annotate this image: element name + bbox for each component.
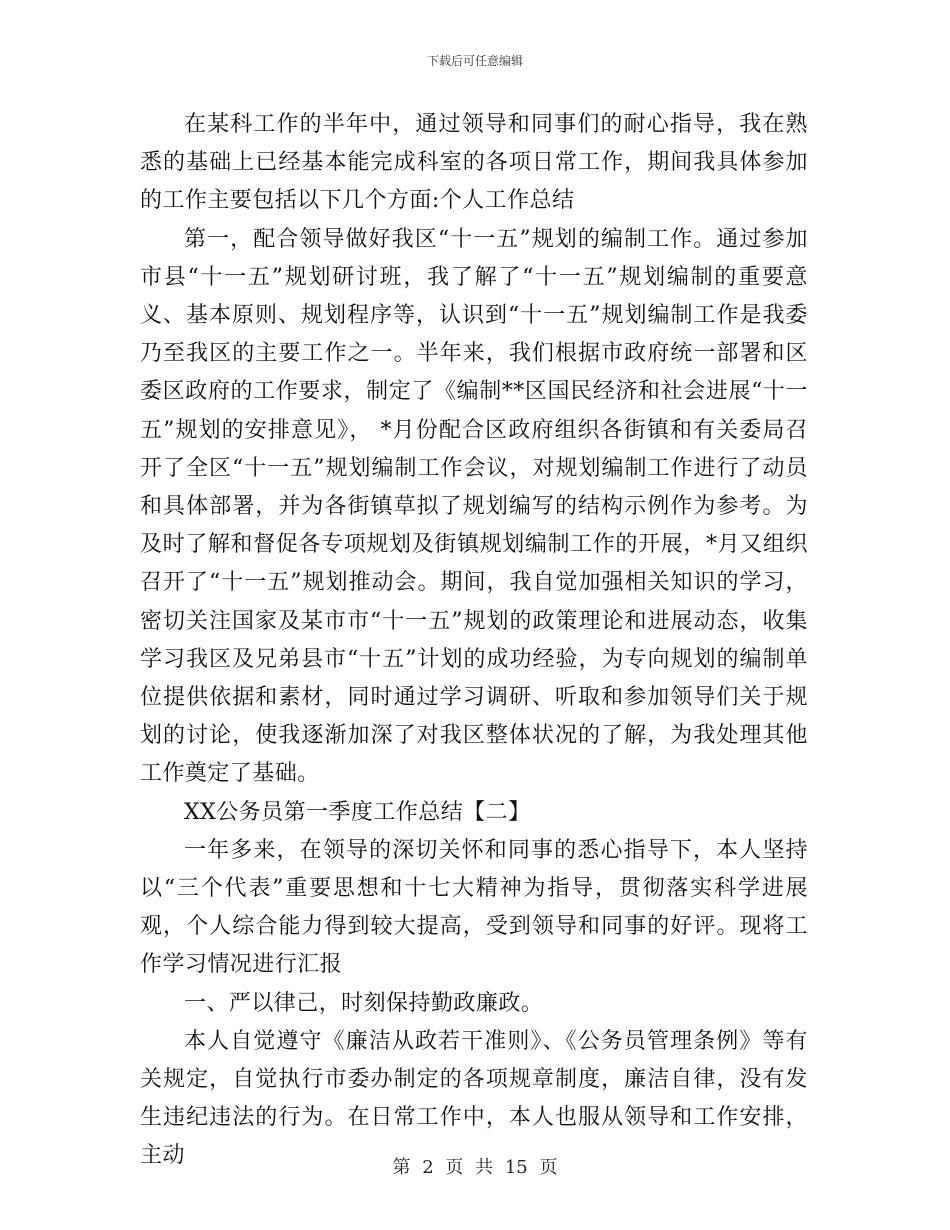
page-header: 下载后可任意编辑 bbox=[426, 54, 523, 68]
page-number: 第 2 页 共 15 页 bbox=[392, 1157, 558, 1178]
paragraph-subheading: 一、严以律己，时刻保持勤政廉政。 bbox=[184, 990, 544, 1016]
paragraph-intro: 在某科工作的半年中，通过领导和同事们的耐心指导，我在熟悉的基础上已经基本能完成科室的各项日常工作，期间我具体参加的工作主要包括以下几个方面:个人工作总结 bbox=[140, 112, 808, 214]
document-body bbox=[140, 106, 808, 1176]
paragraph-planning: 第一，配合领导做好我区“十一五”规划的编制工作。通过参加市县“十一五”规划研讨班，我了解了“十一五”规划编制的重要意义、基本原则、规划程序等，认识到“十一五”规划编制工作是我委乃至我区的主要工作之一。半年来，我们根据市政府统一部署和区委区政府的工作要求，制定了《编制**区国民经济和社会进展“十一五”规划的安排意见》， *月份配合区政府组织各街镇和有关委局召开了全区“十一五”规划编制工作会议，对规划编制工作进行了动员和具体部署，并为各街镇草拟了规划编写的结构示例作为参考。为及时了解和督促各专项规划及街镇规划编制工作的开展，*月又组织召开了“十一五”规划推动会。期间，我自觉加强相关知识的学习，密切关注国家及某市市“十一五”规划的政策理论和进展动态，收集学习我区及兄弟县市“十五”计划的成功经验，为专向规划的编制单位提供依据和素材，同时通过学习调研、听取和参加领导们关于规划的讨论，使我逐渐加深了对我区整体状况的了解，为我处理其他工作奠定了基础。 bbox=[140, 226, 808, 787]
section-heading: XX公务员第一季度工作总结【二】 bbox=[184, 799, 531, 825]
paragraph-discipline: 本人自觉遵守《廉洁从政若干准则》、《公务员管理条例》等有关规定，自觉执行市委办制定的各项规章制度，廉洁自律，没有发生违纪违法的行为。在日常工作中，本人也服从领导和工作安排，主动 bbox=[140, 1028, 808, 1169]
paragraph-overview: 一年多来，在领导的深切关怀和同事的悉心指导下，本人坚持以“三个代表”重要思想和十七大精神为指导，贯彻落实科学进展观，个人综合能力得到较大提高，受到领导和同事的好评。现将工作学习情况进行汇报 bbox=[140, 837, 808, 978]
